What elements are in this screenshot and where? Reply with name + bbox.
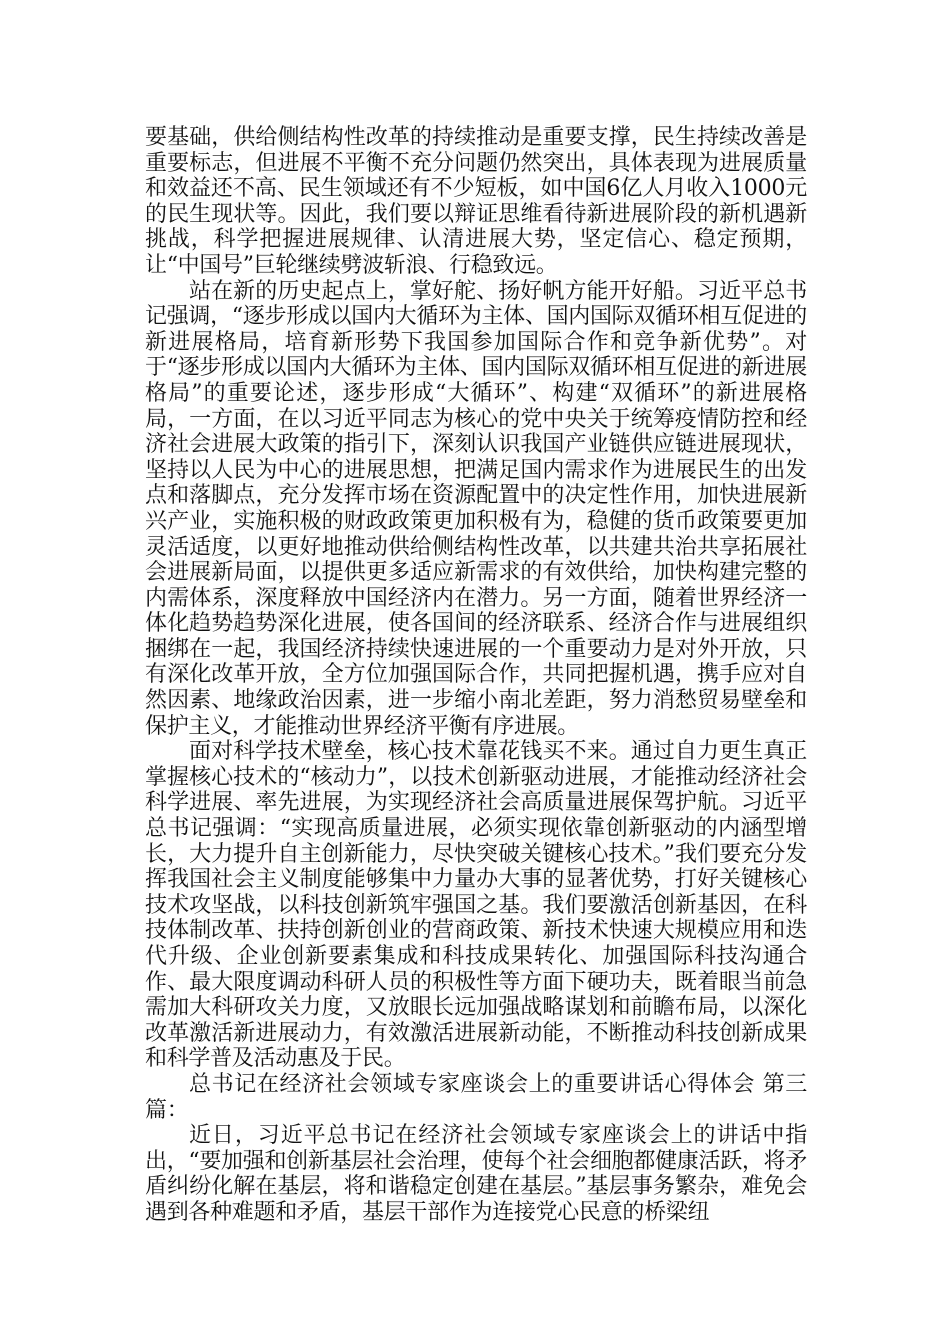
paragraph-core-technology: 面对科学技术壁垒，核心技术靠花钱买不来。通过自力更生真正掌握核心技术的“核动力”，以技术创新驱动进展，才能推动经济社会科学进展、率先进展，为实现经济社会高质量进展保驾护航。习近平总书记强调：“实现高质量进展，必须实现依靠创新驱动的内涵型增长，大力提升自主创新能力，尽快突破关键核心技术。”我们要充分发挥我国社会主义制度能够集中力量办大事的显著优势，打好关键核心技术攻坚战，以科技创新筑牢强国之基。我们要激活创新基因，在科技体制改革、扶持创新创业的营商政策、新技术快速大规模应用和迭代升级、企业创新要素集成和科技成果转化、加强国际科技沟通合作、最大限度调动科研人员的积极性等方面下硬功夫，既着眼当前急需加大科研攻关力度，又放眼长远加强战略谋划和前瞻布局，以深化改革激活新进展动力，有效激活进展新动能，不断推动科技创新成果和科学普及活动惠及于民。 [145,739,807,1072]
article-body [145,125,807,1226]
section-heading-part-three: 总书记在经济社会领域专家座谈会上的重要讲话心得体会 第三篇： [145,1071,807,1123]
paragraph-development-pattern: 站在新的历史起点上，掌好舵、扬好帆方能开好船。习近平总书记强调，“逐步形成以国内大循环为主体、国内国际双循环相互促进的新进展格局，培育新形势下我国参加国际合作和竞争新优势”。对于“逐步形成以国内大循环为主体、国内国际双循环相互促进的新进展格局”的重要论述，逐步形成“大循环”、构建“双循环”的新进展格局，一方面，在以习近平同志为核心的党中央关于统筹疫情防控和经济社会进展大政策的指引下，深刻认识我国产业链供应链进展现状，坚持以人民为中心的进展思想，把满足国内需求作为进展民生的出发点和落脚点，充分发挥市场在资源配置中的决定性作用，加快进展新兴产业，实施积极的财政政策更加积极有为，稳健的货币政策要更加灵活适度，以更好地推动供给侧结构性改革，以共建共治共享拓展社会进展新局面，以提供更多适应新需求的有效供给，加快构建完整的内需体系，深度释放中国经济内在潜力。另一方面，随着世界经济一体化趋势趋势深化进展，使各国间的经济联系、经济合作与进展组织捆绑在一起，我国经济持续快速进展的一个重要动力是对外开放，只有深化改革开放，全方位加强国际合作，共同把握机遇，携手应对自然因素、地缘政治因素，进一步缩小南北差距，努力消愁贸易壁垒和保护主义，才能推动世界经济平衡有序进展。 [145,278,807,739]
paragraph-grassroots-governance: 近日，习近平总书记在经济社会领域专家座谈会上的讲话中指出，“要加强和创新基层社会治理，使每个社会细胞都健康活跃，将矛盾纠纷化解在基层，将和谐稳定创建在基层。”基层事务繁杂，难免会遇到各种难题和矛盾，基层干部作为连接党心民意的桥梁纽 [145,1123,807,1225]
paragraph-continuation: 要基础，供给侧结构性改革的持续推动是重要支撑，民生持续改善是重要标志，但进展不平衡不充分问题仍然突出，具体表现为进展质量和效益还不高、民生领域还有不少短板，如中国6亿人月收入1000元的民生现状等。因此，我们要以辩证思维看待新进展阶段的新机遇新挑战，科学把握进展规律、认清进展大势，坚定信心、稳定预期，让“中国号”巨轮继续劈波斩浪、行稳致远。 [145,125,807,278]
